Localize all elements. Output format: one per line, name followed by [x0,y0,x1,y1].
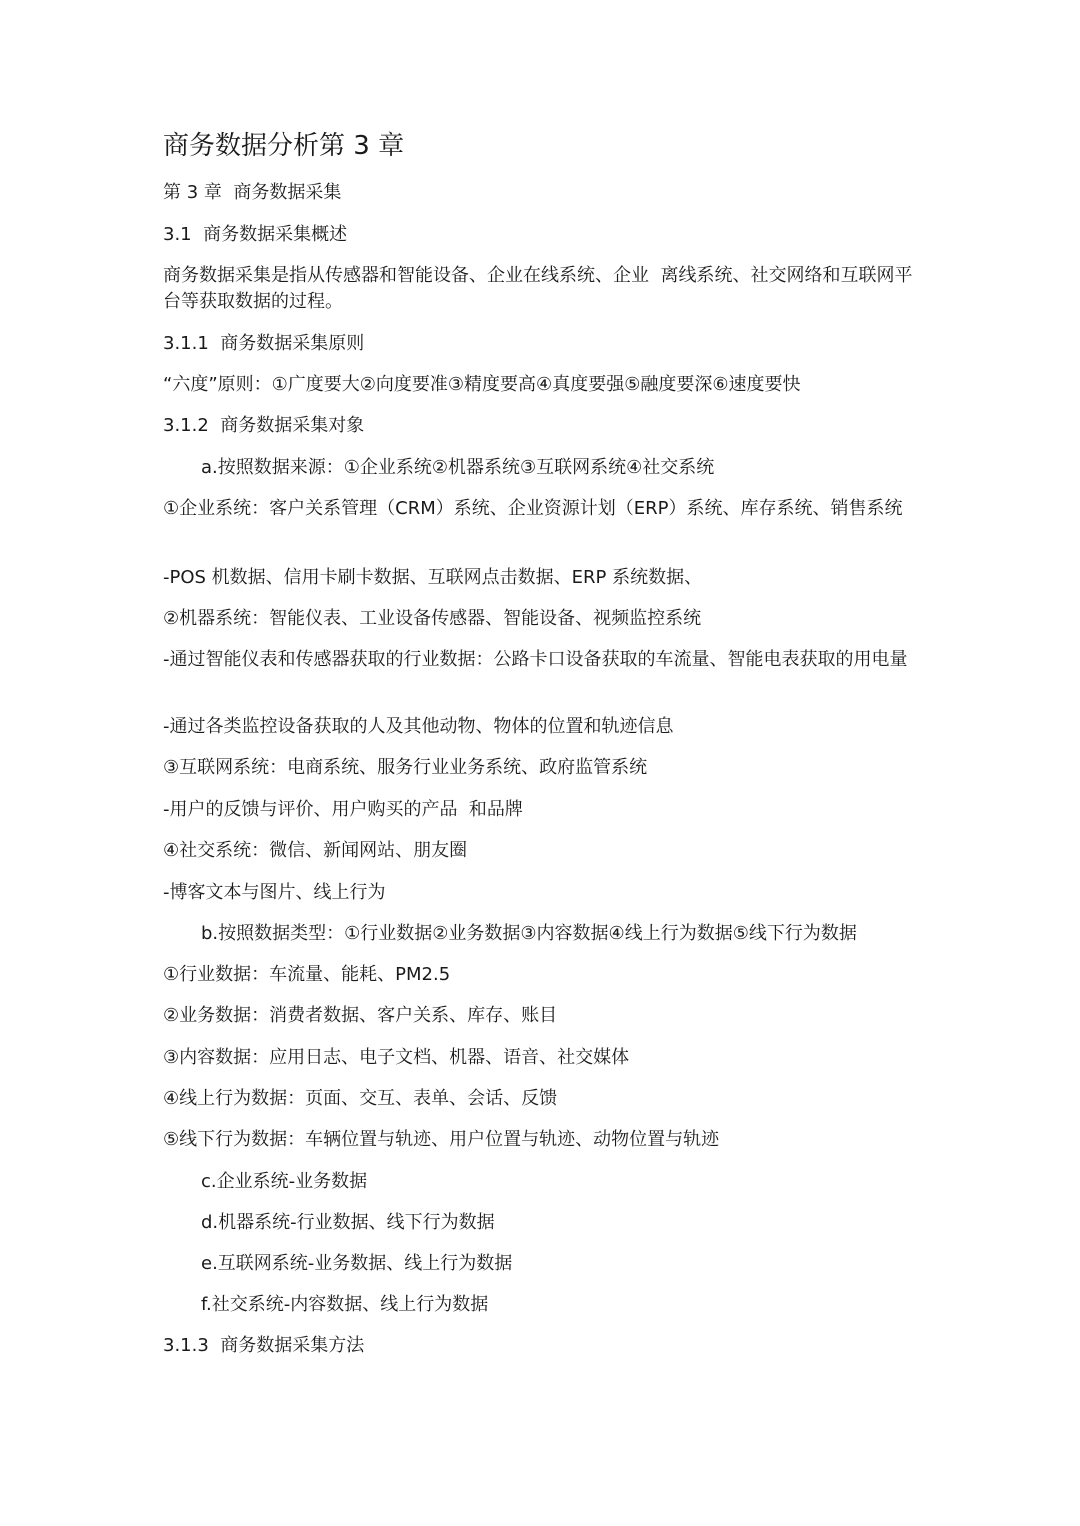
subsection-heading: 3.1.2 商务数据采集对象 [163,415,365,436]
paragraph: ③内容数据：应用日志、电子文档、机器、语音、社交媒体 [163,1047,630,1068]
paragraph: ①行业数据：车流量、能耗、PM2.5 [163,964,451,985]
paragraph: ③互联网系统：电商系统、服务行业业务系统、政府监管系统 [163,757,648,778]
paragraph: ②业务数据：消费者数据、客户关系、库存、账目 [163,1005,558,1026]
document-title: 商务数据分析第 3 章 [163,131,405,161]
paragraph: -POS 机数据、信用卡刷卡数据、互联网点击数据、ERP 系统数据、 [163,567,703,588]
paragraph: ④线上行为数据：页面、交互、表单、会话、反馈 [163,1088,558,1109]
paragraph: -博客文本与图片、线上行为 [163,882,386,903]
list-item: f.社交系统-内容数据、线上行为数据 [201,1294,489,1315]
list-item: d.机器系统-行业数据、线下行为数据 [201,1212,495,1233]
list-item: b.按照数据类型：①行业数据②业务数据③内容数据④线上行为数据⑤线下行为数据 [201,923,857,944]
paragraph: “六度”原则：①广度要大②向度要准③精度要高④真度要强⑤融度要深⑥速度要快 [163,374,801,395]
paragraph: -通过各类监控设备获取的人及其他动物、物体的位置和轨迹信息 [163,716,674,737]
chapter-heading: 第 3 章 商务数据采集 [163,182,342,203]
subsection-heading: 3.1.3 商务数据采集方法 [163,1335,365,1356]
section-heading: 3.1 商务数据采集概述 [163,224,348,245]
subsection-heading: 3.1.1 商务数据采集原则 [163,333,365,354]
paragraph: ④社交系统：微信、新闻网站、朋友圈 [163,840,468,861]
list-item: e.互联网系统-业务数据、线上行为数据 [201,1253,513,1274]
list-item: c.企业系统-业务数据 [201,1171,368,1192]
paragraph: 商务数据采集是指从传感器和智能设备、企业在线系统、企业 离线系统、社交网络和互联网平台等获取数据的过程。 [163,265,913,312]
paragraph: ⑤线下行为数据：车辆位置与轨迹、用户位置与轨迹、动物位置与轨迹 [163,1129,720,1150]
paragraph: ②机器系统：智能仪表、工业设备传感器、智能设备、视频监控系统 [163,608,702,629]
paragraph: -通过智能仪表和传感器获取的行业数据：公路卡口设备获取的车流量、智能电表获取的用电量 [163,649,908,670]
paragraph: ①企业系统：客户关系管理（CRM）系统、企业资源计划（ERP）系统、库存系统、销售系统 [163,498,903,519]
list-item: a.按照数据来源：①企业系统②机器系统③互联网系统④社交系统 [201,457,715,478]
paragraph: -用户的反馈与评价、用户购买的产品 和品牌 [163,799,523,820]
